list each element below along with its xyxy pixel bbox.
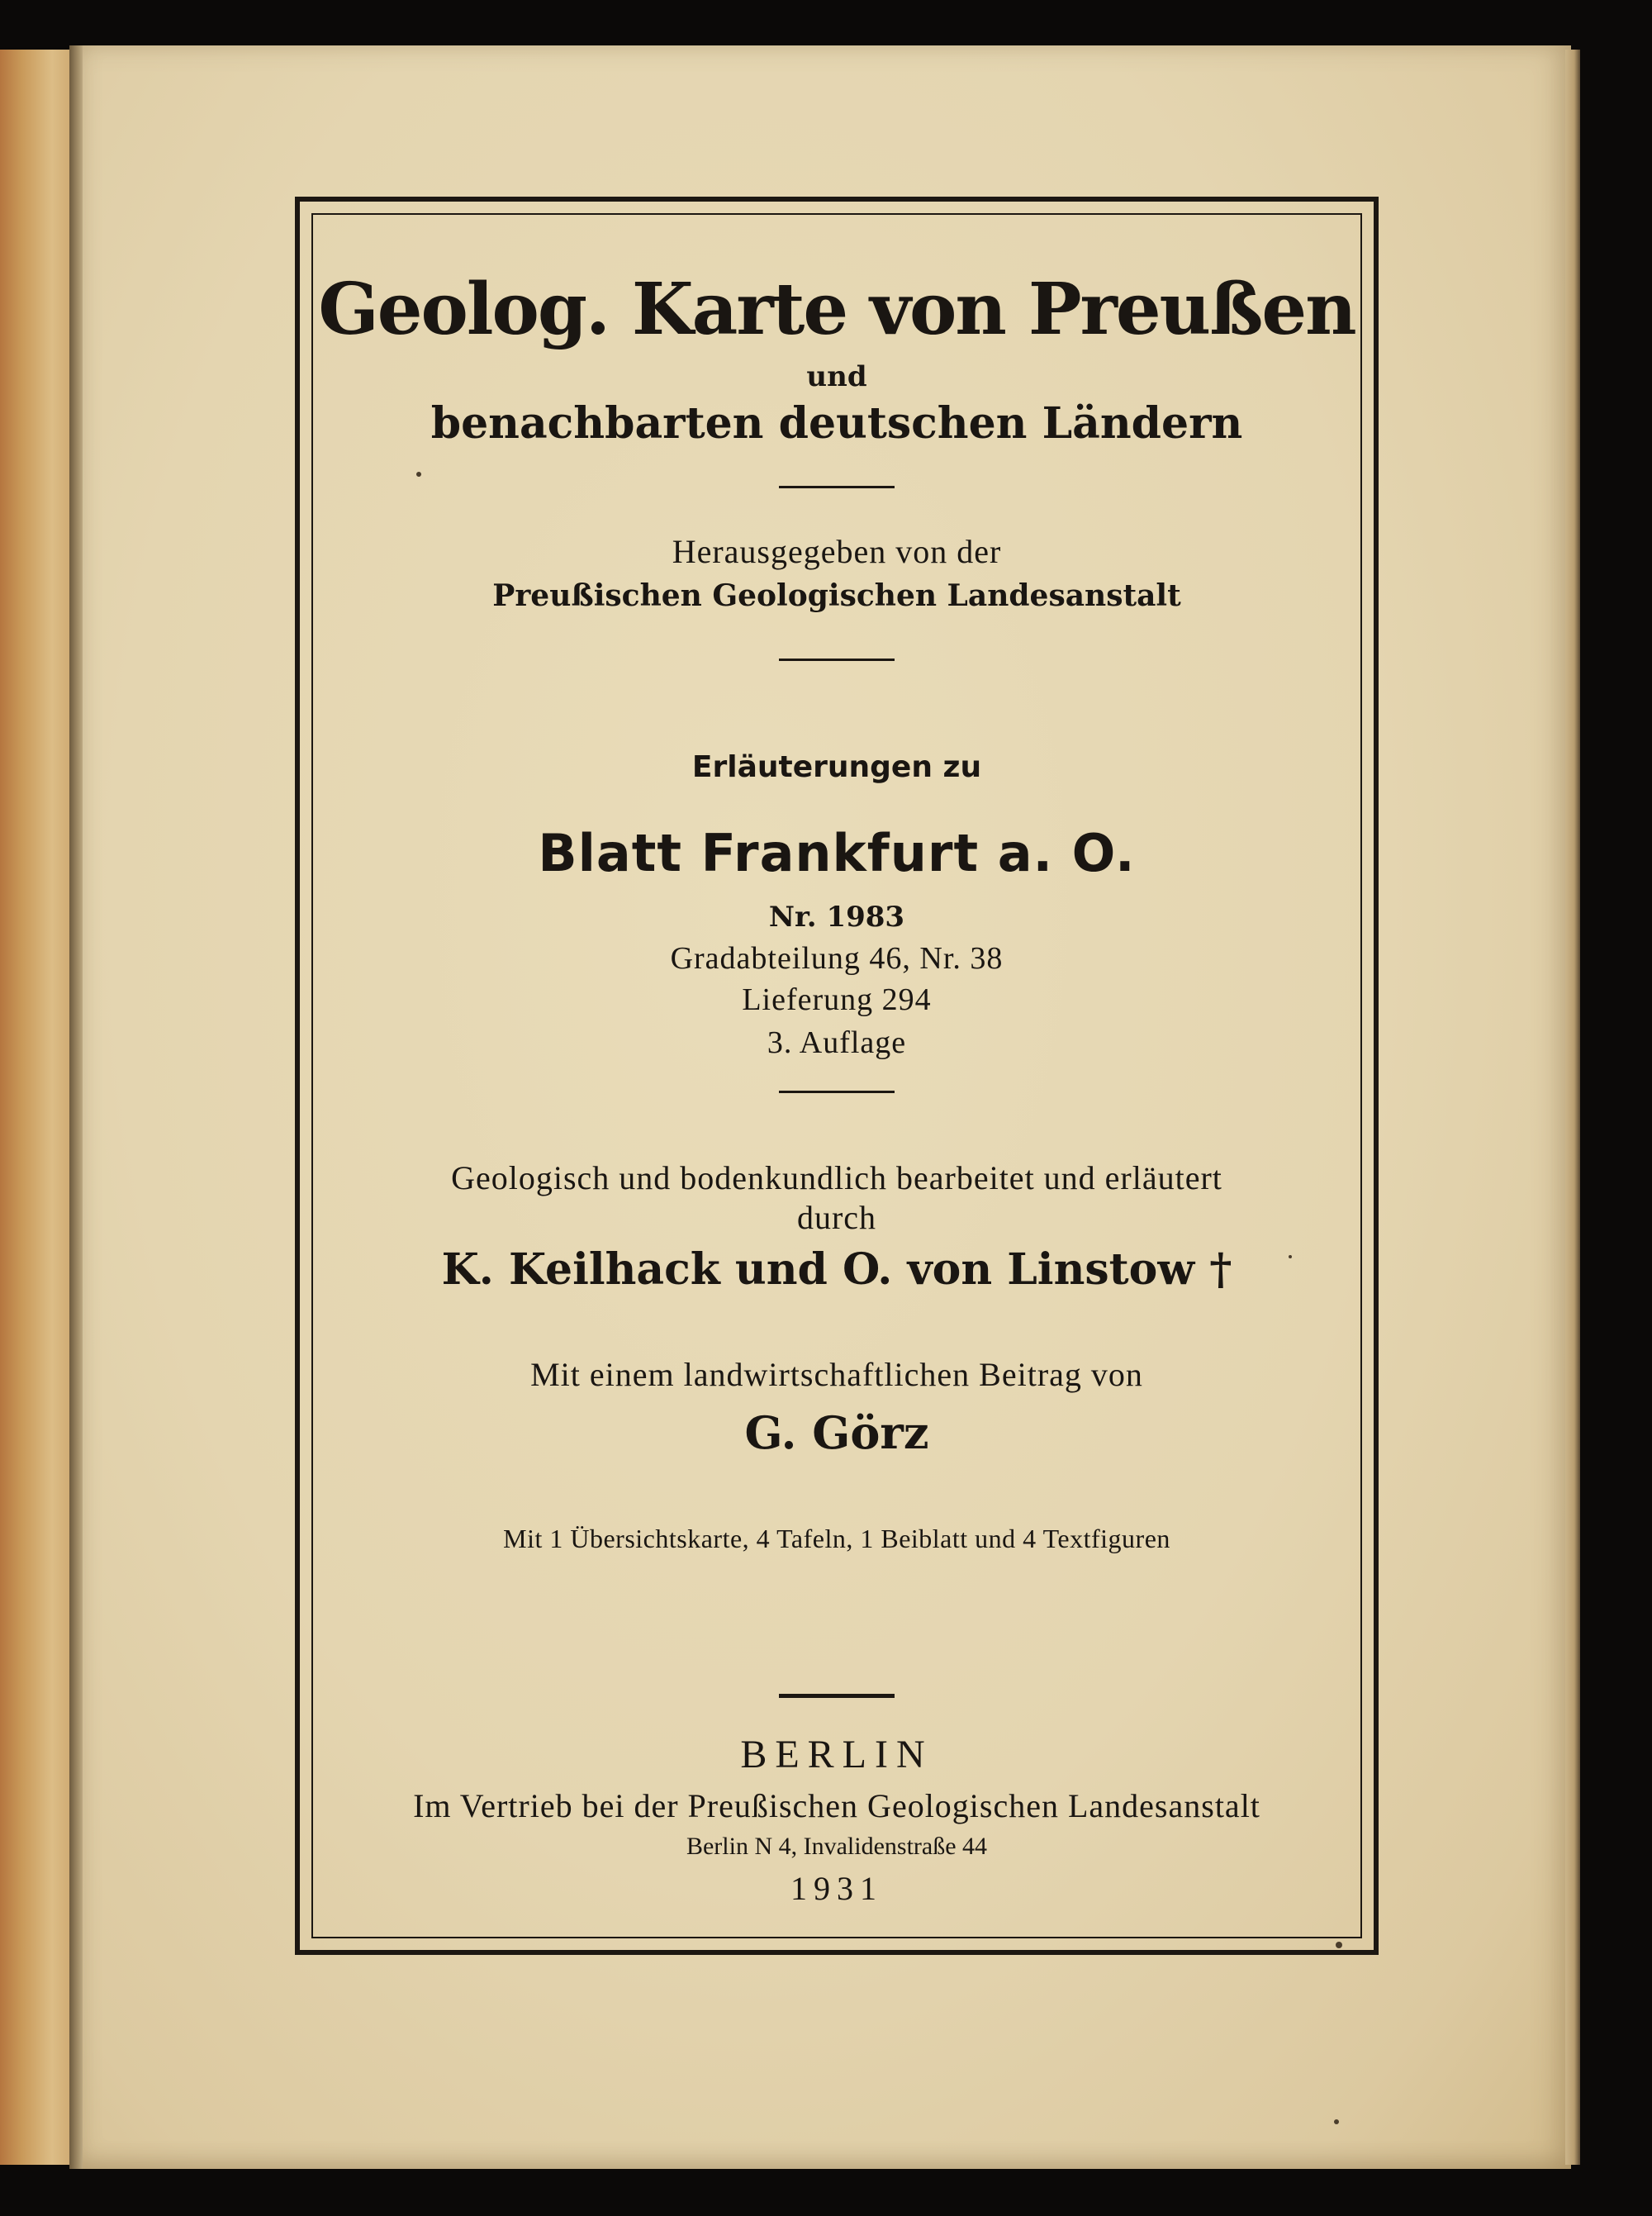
- title-frame-inner: [311, 213, 1362, 1938]
- divider-rule: [779, 1091, 895, 1093]
- publisher-intro: Herausgegeben von der: [672, 533, 1002, 570]
- contributor-name: G. Görz: [744, 1406, 929, 1459]
- grade-division: Gradabteilung 46, Nr. 38: [670, 941, 1004, 976]
- attachments-note: Mit 1 Übersichtskarte, 4 Tafeln, 1 Beiblatt und 4 Textfiguren: [503, 1524, 1170, 1553]
- title-conjunction: und: [806, 360, 867, 393]
- authorship-statement: Geologisch und bodenkundlich bearbeitet und erläutert: [451, 1159, 1222, 1196]
- subtitle: benachbarten deutschen Ländern: [430, 398, 1243, 449]
- main-title: Geolog. Karte von Preußen: [318, 268, 1355, 351]
- left-page-edge: [0, 50, 74, 2165]
- divider-rule: [779, 486, 895, 488]
- explanations-heading: Erläuterungen zu: [691, 750, 982, 784]
- distribution-note: Im Vertrieb bei der Preußischen Geologischen Landesanstalt: [413, 1787, 1260, 1824]
- paper-speck: [1334, 2119, 1339, 2124]
- contribution-statement: Mit einem landwirtschaftlichen Beitrag von: [530, 1356, 1143, 1393]
- delivery-number: Lieferung 294: [742, 982, 932, 1017]
- divider-rule: [779, 1694, 895, 1698]
- right-page-edge: [1565, 50, 1580, 2165]
- authors: K. Keilhack und O. von Linstow †: [441, 1244, 1232, 1295]
- publisher-address: Berlin N 4, Invalidenstraße 44: [686, 1833, 988, 1860]
- publication-year: 1931: [790, 1870, 883, 1907]
- title-frame: [295, 197, 1379, 1955]
- publication-city: BERLIN: [740, 1733, 933, 1776]
- sheet-number: Nr. 1983: [768, 901, 905, 934]
- edition: 3. Auflage: [767, 1025, 907, 1060]
- sheet-name: Blatt Frankfurt a. O.: [538, 823, 1136, 883]
- divider-rule: [779, 659, 895, 661]
- publisher-name: Preußischen Geologischen Landesanstalt: [492, 578, 1181, 613]
- authorship-by: durch: [796, 1199, 877, 1236]
